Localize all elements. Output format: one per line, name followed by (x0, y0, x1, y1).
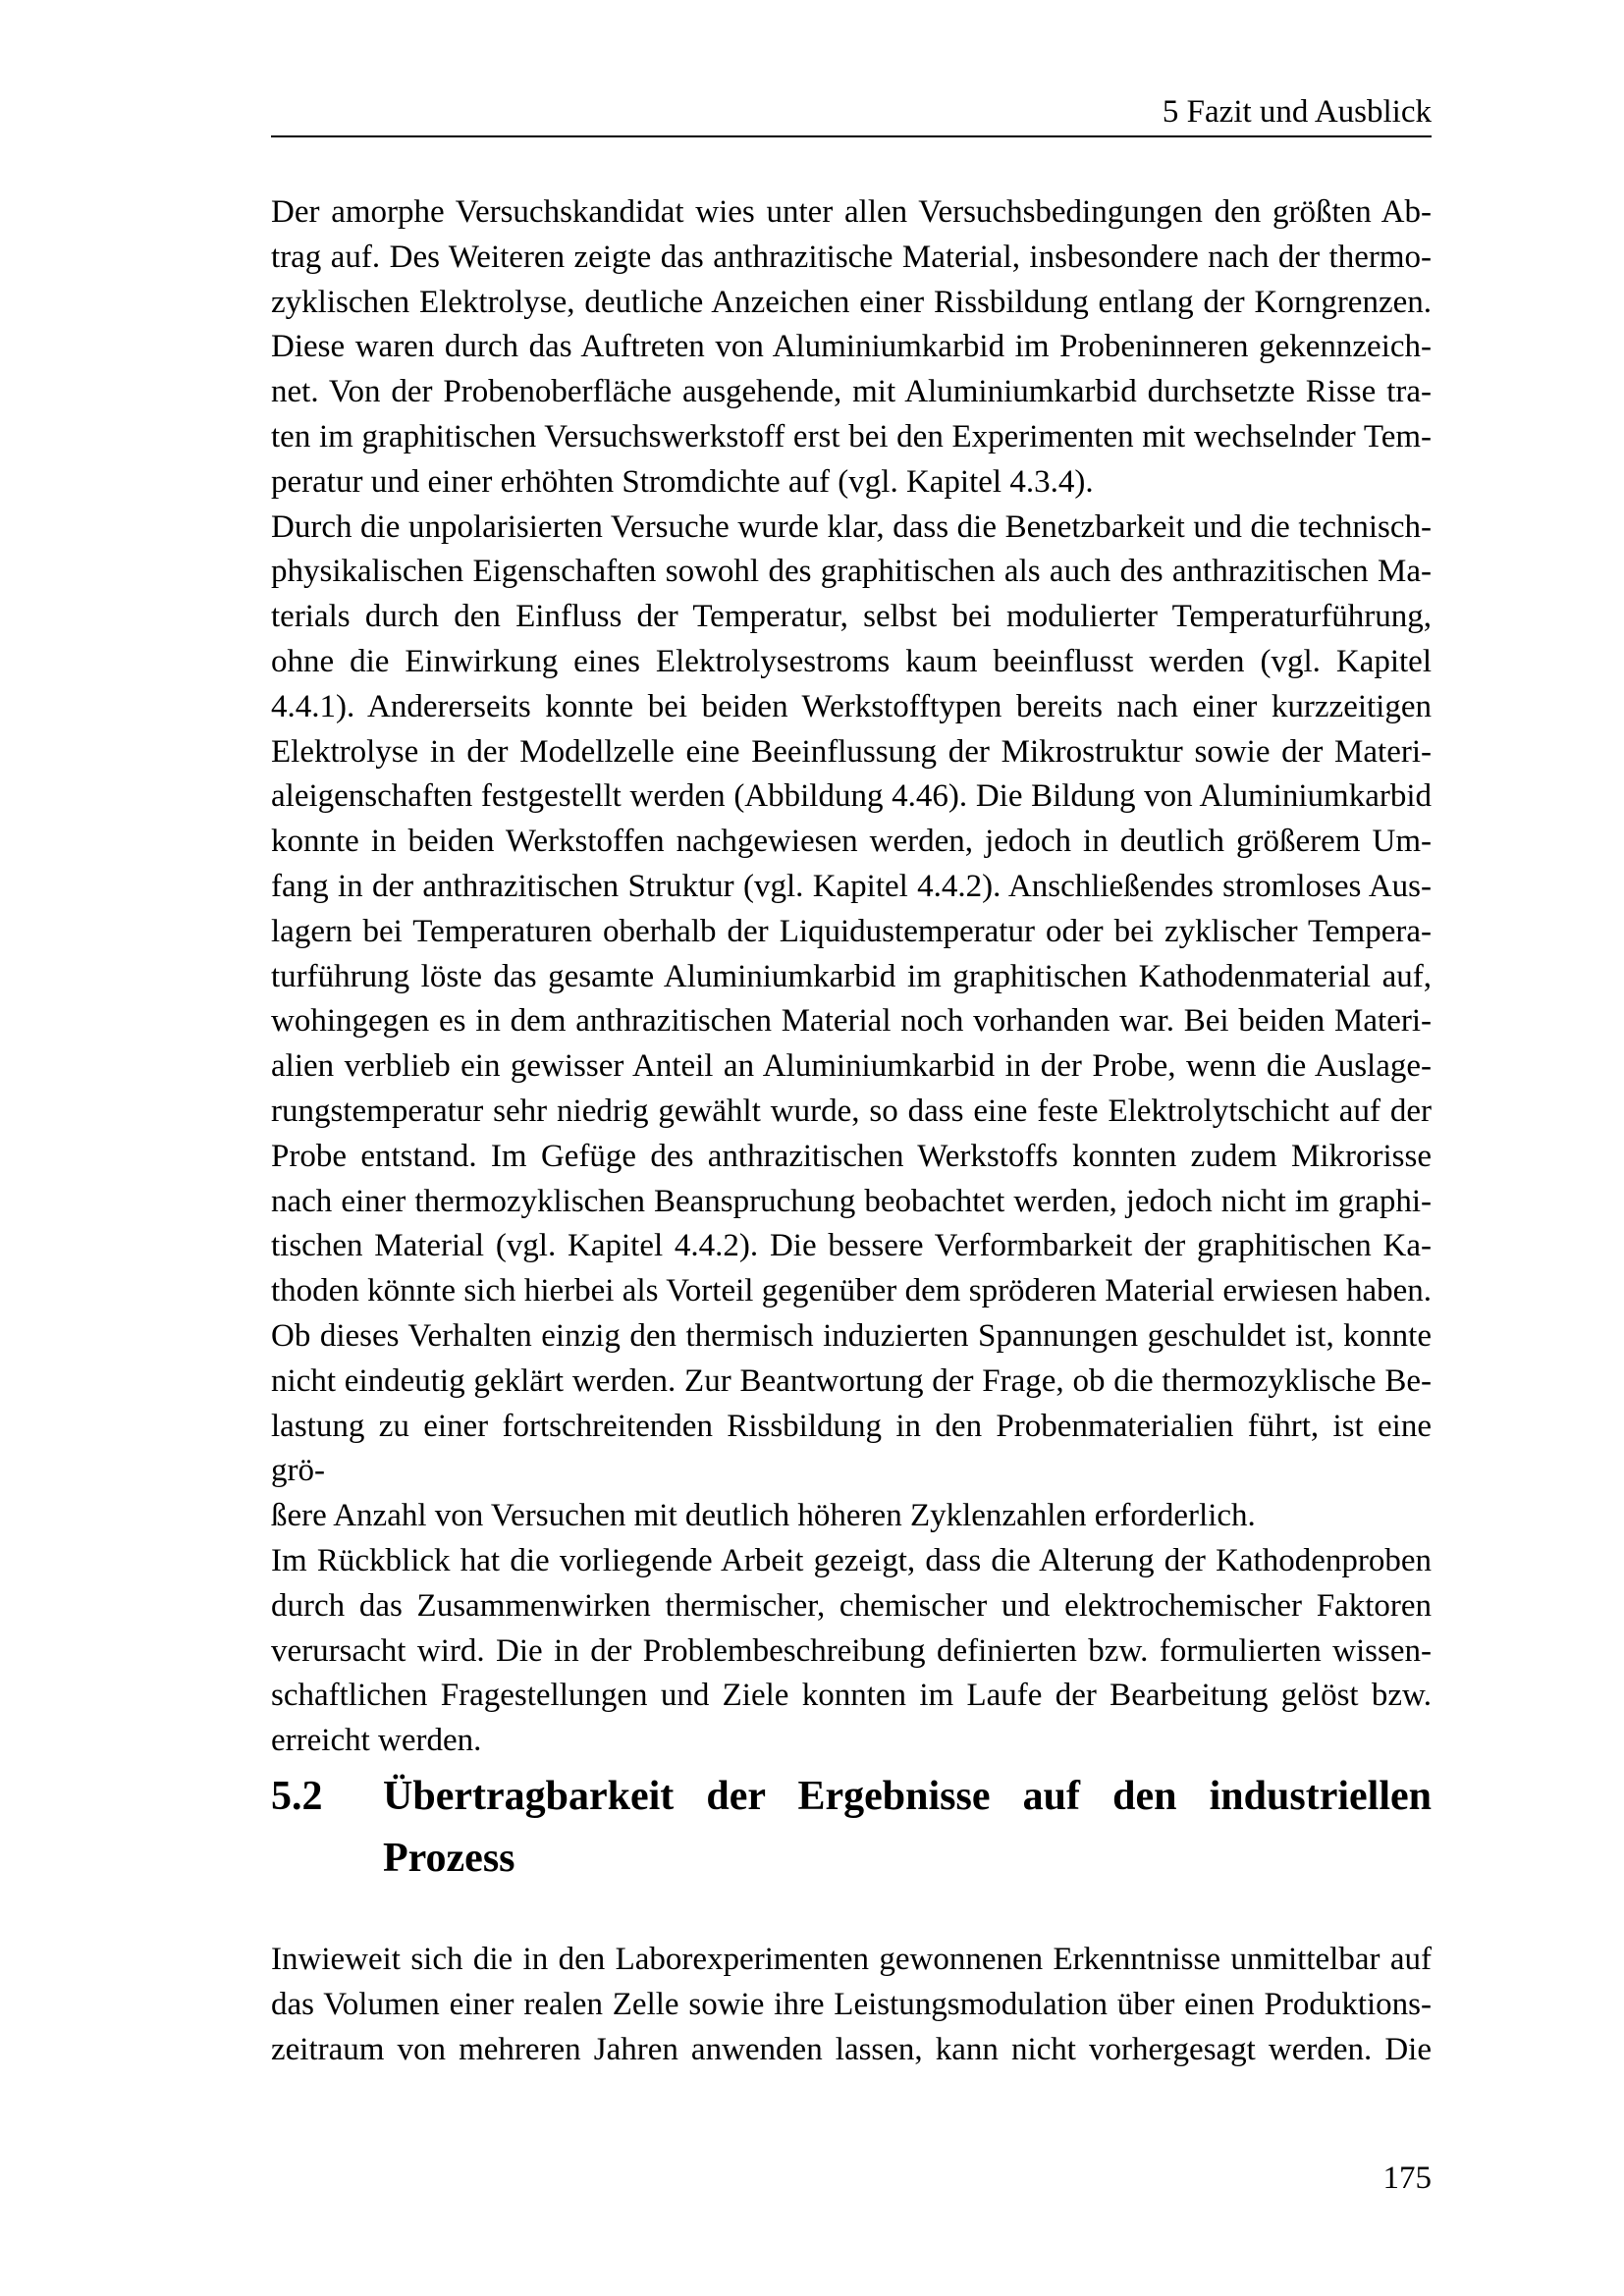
text-line: durch das Zusammenwirken thermischer, chemischer und elektrochemischer Faktoren (271, 1587, 1432, 1624)
text-line: terials durch den Einfluss der Temperatur, selbst bei modulierter Temperaturführung, (271, 599, 1432, 635)
header-rule (271, 135, 1432, 137)
text-line: lastung zu einer fortschreitenden Rissbildung in den Probenmaterialien führt, ist eine grö- (271, 1408, 1432, 1489)
text-line: wohingegen es in dem anthrazitischen Material noch vorhanden war. Bei beiden Materi- (271, 1003, 1432, 1040)
section-title (383, 1766, 1432, 1890)
text-line: peratur und einer erhöhten Stromdichte auf (vgl. Kapitel 4.3.4). (271, 463, 1094, 500)
text-line: net. Von der Probenoberfläche ausgehende, mit Aluminiumkarbid durchsetzte Risse tra- (271, 374, 1432, 410)
text-line: zyklischen Elektrolyse, deutliche Anzeichen einer Rissbildung entlang der Korngrenzen. (271, 284, 1432, 320)
text-line: physikalischen Eigenschaften sowohl des graphitischen als auch des anthrazitischen Ma- (271, 554, 1432, 590)
text-line: Durch die unpolarisierten Versuche wurde klar, dass die Benetzbarkeit und die technisch- (271, 508, 1432, 545)
text-line: Elektrolyse in der Modellzelle eine Beeinflussung der Mikrostruktur sowie der Materi- (271, 733, 1432, 770)
text-line: Prozess (383, 1836, 515, 1881)
text-line: turführung löste das gesamte Aluminiumkarbid im graphitischen Kathodenmaterial auf, (271, 958, 1432, 994)
text-line: konnte in beiden Werkstoffen nachgewiesen werden, jedoch in deutlich größerem Um- (271, 824, 1432, 860)
text-line: Probe entstand. Im Gefüge des anthrazitischen Werkstoffs konnten zudem Mikrorisse (271, 1138, 1432, 1174)
text-line: aleigenschaften festgestellt werden (Abbildung 4.46). Die Bildung von Aluminiumkarbid (271, 778, 1432, 815)
text-line: lagern bei Temperaturen oberhalb der Liquidustemperatur oder bei zyklischer Tempera- (271, 913, 1432, 949)
text-line: erreicht werden. (271, 1723, 482, 1759)
text-line: rungstemperatur sehr niedrig gewählt wurde, so dass eine feste Elektrolytschicht auf der (271, 1093, 1432, 1129)
text-line: Ob dieses Verhalten einzig den thermisch induzierten Spannungen geschuldet ist, konnte (271, 1317, 1432, 1354)
text-line: schaftlichen Fragestellungen und Ziele konnten im Laufe der Bearbeitung gelöst bzw. (271, 1678, 1432, 1714)
text-line: tischen Material (vgl. Kapitel 4.4.2). Die bessere Verformbarkeit der graphitischen Ka- (271, 1228, 1432, 1264)
text-line: thoden könnte sich hierbei als Vorteil gegenüber dem spröderen Material erwiesen haben. (271, 1273, 1432, 1309)
paragraph (271, 1539, 1432, 1764)
section-number: 5.2 (271, 1774, 323, 1819)
text-line: Inwieweit sich die in den Laborexperimenten gewonnenen Erkenntnisse unmittelbar auf (271, 1942, 1432, 1977)
text-line: Im Rückblick hat die vorliegende Arbeit gezeigt, dass die Alterung der Kathodenproben (271, 1542, 1432, 1578)
text-line: Der amorphe Versuchskandidat wies unter allen Versuchsbedingungen den größten Ab- (271, 194, 1432, 230)
paragraph (271, 190, 1432, 506)
text-line: ohne die Einwirkung eines Elektrolysestroms kaum beeinflusst werden (vgl. Kapitel (271, 643, 1432, 679)
text-line: fang in der anthrazitischen Struktur (vgl. Kapitel 4.4.2). Anschließendes stromloses Aus- (271, 868, 1432, 904)
page-number: 175 (1382, 2161, 1432, 2196)
text-line: ßere Anzahl von Versuchen mit deutlich höheren Zyklenzahlen erforderlich. (271, 1498, 1256, 1534)
text-line: das Volumen einer realen Zelle sowie ihre Leistungsmodulation über einen Produktions- (271, 1986, 1432, 2022)
text-line: zeitraum von mehreren Jahren anwenden lassen, kann nicht vorhergesagt werden. Die (271, 2031, 1432, 2067)
text-line: Diese waren durch das Auftreten von Aluminiumkarbid im Probeninneren gekennzeich- (271, 329, 1432, 365)
running-header-title: 5 Fazit und Ausblick (1162, 94, 1432, 130)
section-heading (271, 1766, 1432, 1890)
text-line: trag auf. Des Weiteren zeigte das anthrazitische Material, insbesondere nach der thermo- (271, 239, 1432, 275)
paragraph (271, 1938, 1432, 2072)
paragraph (271, 506, 1432, 1539)
running-header (271, 95, 1432, 137)
text-line: ten im graphitischen Versuchswerkstoff erst bei den Experimenten mit wechselnder Tem- (271, 418, 1432, 454)
text-line: nicht eindeutig geklärt werden. Zur Beantwortung der Frage, ob die thermozyklische Be- (271, 1362, 1432, 1399)
text-line: verursacht wird. Die in der Problembeschreibung definierten bzw. formulierten wissen- (271, 1632, 1432, 1669)
text-line: Übertragbarkeit der Ergebnisse auf den industriellen (383, 1774, 1432, 1819)
text-line: alien verblieb ein gewisser Anteil an Aluminiumkarbid in der Probe, wenn die Auslage- (271, 1048, 1432, 1085)
text-line: 4.4.1). Andererseits konnte bei beiden Werkstofftypen bereits nach einer kurzzeitigen (271, 688, 1432, 724)
section-body-block (271, 1938, 1432, 2072)
text-line: nach einer thermozyklischen Beanspruchung beobachtet werden, jedoch nicht im graphi- (271, 1183, 1432, 1219)
body-text-block (271, 190, 1432, 1764)
